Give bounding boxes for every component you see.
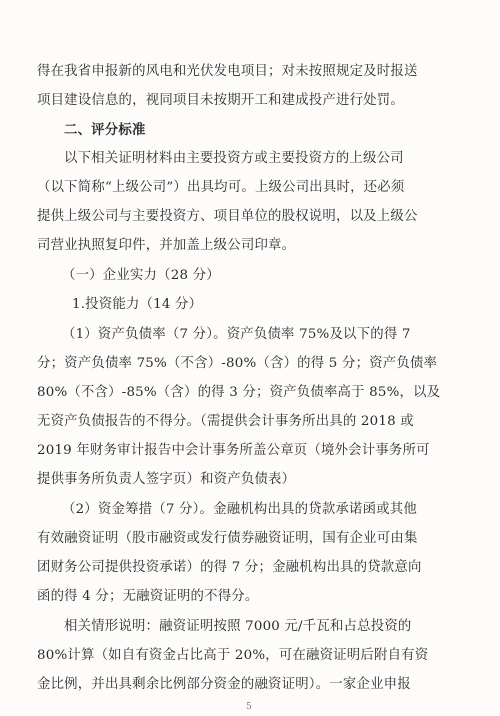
- body-line-5: 提供上级公司与主要投资方、项目单位的股权说明，以及上级公: [37, 209, 418, 224]
- body-line-14: 有效融资证明（股市融资或发行债券融资证明，国有企业可由集: [37, 531, 418, 546]
- body-line-15: 团财务公司提供投资承诺）的得 7 分；金融机构出具的贷款意向: [37, 560, 422, 575]
- body-line-3: 以下相关证明材料由主要投资方或主要投资方的上级公司: [64, 151, 404, 166]
- body-line-10: 无资产负债报告的不得分。（需提供会计事务所出具的 2018 或: [37, 414, 414, 429]
- body-line-4: （以下简称“上级公司”）出具均可。上级公司出具时，还必须: [37, 180, 405, 195]
- body-line-19: 金比例，并出具剩余比例部分资金的融资证明）。一家企业申报: [37, 677, 411, 692]
- subheading-enterprise-strength: （一）企业实力（28 分）: [62, 268, 220, 283]
- body-line-6: 司营业执照复印件，并加盖上级公司印章。: [37, 238, 296, 253]
- body-line-1: 得在我省申报新的风电和光伏发电项目；对未按照规定及时报送: [37, 64, 418, 79]
- body-line-18: 80%计算（如自有资金占比高于 20%，可在融资证明后附自有资: [37, 648, 429, 663]
- body-line-11: 2019 年财务审计报告中会计事务所盖公章页（境外会计事务所可: [37, 443, 430, 458]
- body-line-16: 函的得 4 分；无融资证明的不得分。: [37, 589, 259, 604]
- body-line-9: 80%（不含）-85%（含）的得 3 分；资产负债率高于 85%，以及: [37, 385, 441, 400]
- body-line-12: 提供事务所负责人签字页）和资产负债表）: [37, 472, 296, 487]
- body-line-17: 相关情形说明：融资证明按照 7000 元/千瓦和占总投资的: [64, 619, 412, 634]
- body-line-2: 项目建设信息的，视同项目未按期开工和建成投产进行处罚。: [37, 93, 404, 108]
- body-line-7: （1）资产负债率（7 分）。资产负债率 75%及以下的得 7: [62, 327, 411, 342]
- body-line-8: 分；资产负债率 75%（不含）-80%（含）的得 5 分；资产负债率: [37, 356, 438, 371]
- subheading-investment-capacity: 1.投资能力（14 分）: [72, 297, 203, 312]
- body-line-13: （2）资金筹措（7 分）。金融机构出具的贷款承诺函或其他: [62, 502, 417, 517]
- page-number: 5: [246, 702, 252, 712]
- section-heading: 二、评分标准: [64, 122, 146, 138]
